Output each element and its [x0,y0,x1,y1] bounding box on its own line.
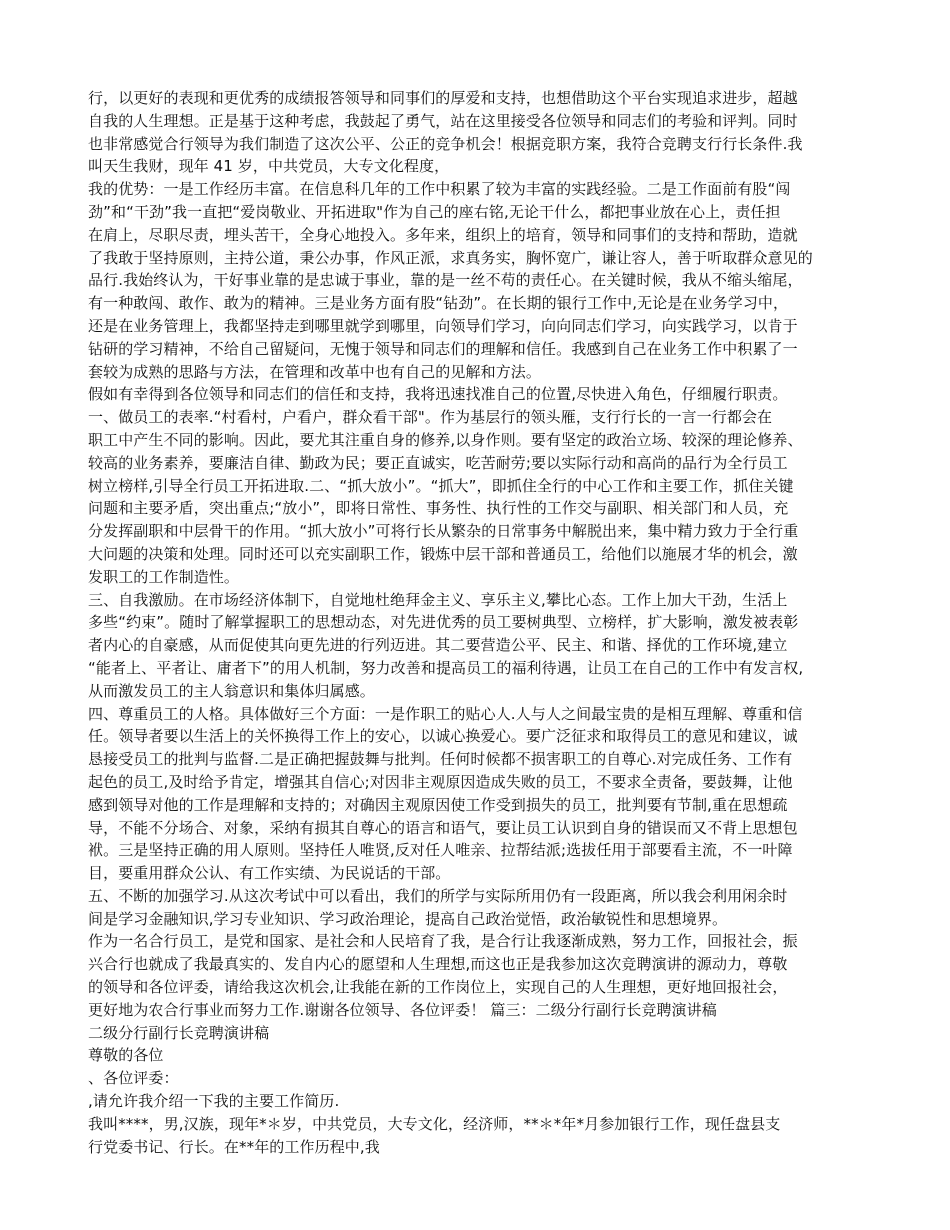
text-line: 树立榜样,引导全行员工开拓进取.二、“抓大放小”。“抓大”，即抓住全行的中心工作和主要工作，抓住关键 [88,476,794,495]
text-line: 一、做员工的表率.“村看村，户看户，群众看干部"。作为基层行的领头雁，支行行长的一言一行都会在 [88,408,773,427]
text-line: 导，不能不分场合、对象，采纳有损其自尊心的语言和语气，要让员工认识到自身的错误而又不背上思想包 [88,818,798,837]
text-line: 在肩上，尽职尽责，埋头苦干，全身心地投入。多年来，组织上的培育，领导和同事们的支持和帮助，造就 [88,225,798,244]
text-line: 职工中产生不同的影响。因此，要尤其注重自身的修养,以身作则。要有坚定的政治立场、较深的理论修养、 [88,430,803,449]
text-line: 劲”和“干劲”我一直把“爱岗敬业、开拓进取"作为自己的座右铭,无论干什么，都把事业放在心上，责任担 [88,202,781,221]
text-line: 我的优势：一是工作经历丰富。在信息科几年的工作中积累了较为丰富的实践经验。二是工作面前有股“闯 [88,180,791,199]
text-line: 套较为成熟的思路与方法，在管理和改革中也有自己的见解和方法。 [88,362,542,381]
document-body [88,87,878,1158]
text-line: 叫天生我财，现年 41 岁，中共党员，大专文化程度， [88,157,450,176]
text-line: 从而激发员工的主人翁意识和集体归属感。 [88,681,375,700]
text-line: 我叫****，男,汉族，现年*＊岁，中共党员，大专文化，经济师，**＊*年*月参加银行工作，现任盘县支 [88,1114,781,1133]
text-line: 多些“约束”。随时了解掌握职工的思想动态，对先进优秀的员工要树典型、立榜样，扩大影响，激发被表彰 [88,613,799,632]
text-line: 假如有幸得到各位领导和同志们的信任和支持，我将迅速找准自己的位置,尽快进入角色，仔细履行职责。 [88,385,788,404]
salutation-line: 尊敬的各位 [88,1046,164,1065]
text-line: 袱。三是坚持正确的用人原则。坚持任人唯贤,反对任人唯亲、拉帮结派;选拔任用于部要看主流，不一叶障 [88,841,793,860]
section-title: 二级分行副行长竞聘演讲稿 [88,1023,270,1042]
text-line: 也非常感觉合行领导为我们制造了这次公平、公正的竞争机会！根据竞职方案，我符合竞聘支行行长条件.我 [88,134,803,153]
text-line: 起色的员工,及时给予肯定，增强其自信心;对因非主观原因造成失败的员工，不要求全责备，要鼓舞，让他 [88,772,793,791]
text-line: ,请允许我介绍一下我的主要工作简历. [88,1092,340,1111]
text-line: 者内心的自豪感，从而促使其向更先进的行列迈进。其二要营造公平、民主、和谐、择优的工作环境,建立 [88,636,788,655]
text-line: 行，以更好的表现和更优秀的成绩报答领导和同事们的厚爱和支持，也想借助这个平台实现追求进步，超越 [88,89,798,107]
text-line: 三、自我激励。在市场经济体制下，自觉地杜绝拜金主义、享乐主义,攀比心态。工作上加大干劲，生活上 [88,590,788,609]
text-line: 行党委书记、行长。在**年的工作历程中,我 [88,1137,380,1156]
text-line: 分发挥副职和中层骨干的作用。“抓大放小”可将行长从繁杂的日常事务中解脱出来，集中精力致力于全行重 [88,522,799,541]
text-line: 发职工的工作制造性。 [88,567,240,586]
text-line: 钻研的学习精神，不给自己留疑问，无愧于领导和同志们的理解和信任。我感到自己在业务工作中积累了一 [88,339,798,358]
text-line: 四、尊重员工的人格。具体做好三个方面：一是作职工的贴心人.人与人之间最宝贵的是相互理解、尊重和信 [88,704,803,723]
text-line: 大问题的决策和处理。同时还可以充实副职工作，锻炼中层干部和普通员工，给他们以施展才华的机会，激 [88,544,798,563]
text-line: “能者上、平者让、庸者下”的用人机制，努力改善和提高员工的福利待遇，让员工在自己的工作中有发言权, [88,658,804,677]
text-line: 问题和主要矛盾，突出重点;“放小”，即将日常性、事务性、执行性的工作交与副职、相关部门和人员，充 [88,499,789,518]
text-line: 有一种敢闯、敢作、敢为的精神。三是业务方面有股“钻劲”。在长期的银行工作中,无论是在业务学习中， [88,294,789,313]
text-line: 目，要重用群众公认、有工作实绩、为民说话的干部。 [88,864,451,883]
text-line: 的领导和各位评委，请给我这次机会,让我能在新的工作岗位上，实现自己的人生理想，更好地回报社会， [88,978,788,997]
text-line: 兴合行也就成了我最真实的、发自内心的愿望和人生理想,而这也正是我参加这次竞聘演讲的源动力，尊敬 [88,955,788,974]
text-line: 品行.我始终认为，干好事业靠的是忠诚于事业，靠的是一丝不苟的责任心。在关键时候，我从不缩头缩尾， [88,271,803,290]
text-line: 恳接受员工的批判与监督.二是正确把握鼓舞与批判。任何时候都不损害职工的自尊心.对完成任务、工作有 [88,750,793,769]
text-line: 作为一名合行员工，是党和国家、是社会和人民培育了我，是合行让我逐渐成熟，努力工作，回报社会，振 [88,932,798,951]
text-line: 感到领导对他的工作是理解和支持的；对确因主观原因使工作受到损失的员工，批判要有节制,重在思想疏 [88,795,788,814]
text-line: 任。领导者要以生活上的关怀换得工作上的安心，以诚心换爱心。要广泛征求和取得员工的意见和建议，诚 [88,727,798,746]
text-line: 自我的人生理想。正是基于这种考虑，我鼓起了勇气，站在这里接受各位领导和同志们的考验和评判。同时 [88,111,798,130]
text-line: 较高的业务素养，要廉洁自律、勤政为民；要正直诚实，吃苦耐劳;要以实际行动和高尚的品行为全行员工 [88,453,788,472]
text-line: 更好地为农合行事业而努力工作.谢谢各位领导、各位评委！ 篇三：二级分行副行长竞聘演讲稿 [88,1000,717,1019]
text-line: 了我敢于坚持原则，主持公道，秉公办事，作风正派，求真务实，胸怀宽广，谦让容人，善于听取群众意见的 [88,248,813,267]
text-line: 间是学习金融知识,学习专业知识、学习政治理论，提高自己政治觉悟，政治敏锐性和思想境界。 [88,909,728,928]
text-line: 还是在业务管理上，我都坚持走到哪里就学到哪里，向领导们学习，向向同志们学习，向实践学习，以肯于 [88,316,798,335]
text-line: 五、不断的加强学习.从这次考试中可以看出，我们的所学与实际所用仍有一段距离，所以我会利用闲余时 [88,886,788,905]
salutation-line: 、各位评委： [88,1069,179,1088]
